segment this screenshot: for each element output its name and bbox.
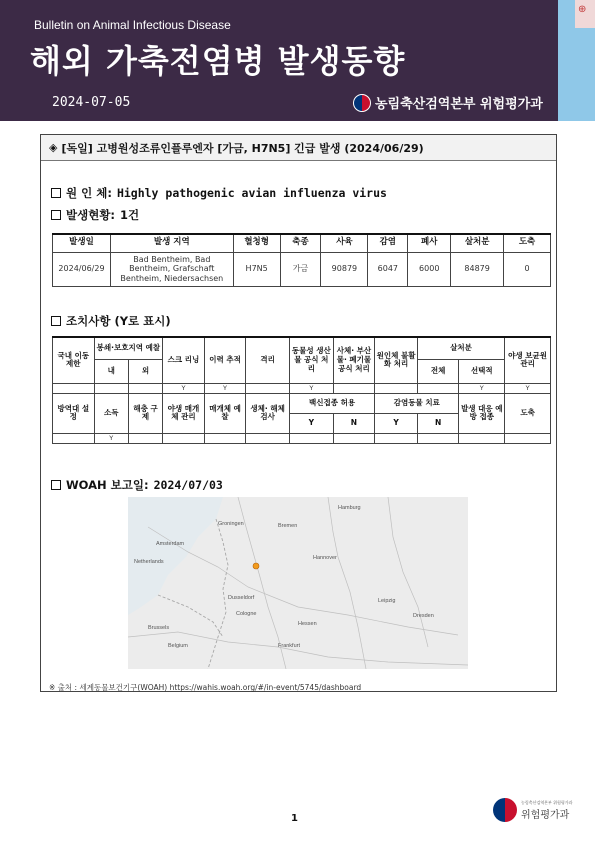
woah-label: WOAH 보고일:: [66, 478, 149, 492]
header-cell: 살처분: [451, 234, 504, 252]
footer-text: [521, 800, 573, 821]
map-label: Dresden: [413, 613, 434, 619]
organization: [353, 93, 543, 112]
taegeuk-logo-icon: [493, 798, 517, 822]
source-note: ※ 출처 : 세계동물보건기구(WOAH) https://wahis.woah.org/#/in-event/5745/dashboard: [49, 683, 362, 692]
taegeuk-logo-icon: [353, 94, 371, 112]
header-cell: 선택적: [459, 359, 505, 383]
table-cell: [375, 383, 418, 393]
table-cell: 6047: [368, 252, 408, 286]
header-cell: 발생 대응 예방 접종: [459, 393, 505, 433]
header-cell: 축종: [280, 234, 321, 252]
header-cell: 매개체 예찰: [204, 393, 246, 433]
header-cell: 소독: [94, 393, 128, 433]
issue-date: 2024-07-05: [52, 95, 131, 110]
map-label: Leipzig: [378, 598, 396, 604]
header-cell: 도축: [504, 234, 551, 252]
footer-org: 농림축산검역본부 위험평가과: [521, 799, 573, 805]
outbreak-marker-icon[interactable]: [253, 563, 259, 569]
table-cell: [289, 433, 333, 443]
table-cell: Y: [289, 383, 333, 393]
map-label: Amsterdam: [156, 541, 185, 547]
header-cell: N: [333, 413, 375, 433]
map-label: Brussels: [148, 625, 170, 631]
corner-mark: ⊕: [578, 4, 587, 15]
table-cell: [333, 383, 375, 393]
section-title: [독일] 고병원성조류인플루엔자 [가금, H7N5] 긴급 발생 (2024/06/29): [61, 141, 424, 155]
header-cell: 발생일: [53, 234, 111, 252]
table-cell: [246, 383, 290, 393]
header-cell: 야생 보균원 관리: [505, 337, 551, 383]
section-header: [41, 135, 556, 161]
table-cell: [94, 383, 128, 393]
map-label: Hessen: [298, 621, 317, 627]
measures-table: [52, 336, 551, 444]
header-cell: 혈청형: [233, 234, 280, 252]
status-line: [51, 207, 139, 223]
header-cell: 폐사: [408, 234, 451, 252]
header-cell: 국내 이동 제한: [53, 337, 95, 383]
page-number: 1: [291, 813, 298, 824]
page-title: 해외 가축전염병 발생동향: [30, 42, 406, 80]
header-cell: 감염: [368, 234, 408, 252]
table-cell: [246, 433, 290, 443]
header-cell: 생체· 해체 검사: [246, 393, 290, 433]
header-cell: 야생 매개체 관리: [163, 393, 205, 433]
table-cell: 6000: [408, 252, 451, 286]
header-cell: 감염동물 치료: [375, 393, 459, 413]
header-cell: 도축: [505, 393, 551, 433]
table-cell: [459, 433, 505, 443]
header-cell: N: [417, 413, 459, 433]
map-label: Frankfurt: [278, 643, 301, 649]
cause-label: 원 인 체:: [66, 186, 112, 200]
header-cell: 살처분: [417, 337, 504, 359]
map-label: Bremen: [278, 523, 298, 529]
measures-line: [51, 313, 171, 329]
header-cell: 사육: [321, 234, 368, 252]
map-svg: [128, 497, 468, 669]
header-cell: Y: [289, 413, 333, 433]
table-cell: H7N5: [233, 252, 280, 286]
header-cell: 동물성 생산물 공식 처리: [289, 337, 333, 383]
table-cell: [333, 433, 375, 443]
table-cell: [53, 383, 95, 393]
bulletin-label: Bulletin on Animal Infectious Disease: [34, 18, 231, 32]
table-cell: [163, 433, 205, 443]
footer-logo: [493, 798, 573, 822]
header-cell: 백신접종 허용: [289, 393, 374, 413]
measures-label: 조치사항 (Y로 표시): [66, 314, 171, 328]
header-cell: 이력 추적: [204, 337, 246, 383]
table-cell: [417, 383, 459, 393]
header-cell: 격리: [246, 337, 290, 383]
table-row: [53, 433, 551, 443]
cause-line: [51, 185, 387, 201]
table-cell: [204, 433, 246, 443]
header-cell: 내: [94, 359, 128, 383]
table-cell: Bad Bentheim, Bad Bentheim, Grafschaft Bentheim, Niedersachsen: [110, 252, 233, 286]
measures-header-row-2: [53, 393, 551, 413]
map-label: Cologne: [236, 611, 257, 617]
map-label: Belgium: [168, 643, 188, 649]
header-cell: 원인체 불활화 처리: [375, 337, 418, 383]
table-cell: [128, 383, 162, 393]
corner-tab: [575, 0, 595, 28]
map-label: Hannover: [313, 555, 337, 561]
map-label: Groningen: [218, 521, 244, 527]
checkbox-square-icon: [51, 480, 61, 490]
cause-value: Highly pathogenic avian influenza virus: [116, 186, 387, 200]
header-cell: 방역대 설정: [53, 393, 95, 433]
footer-name: 위험평가과: [521, 809, 570, 821]
outbreak-header-row: [53, 234, 551, 252]
table-row: [53, 252, 551, 286]
header-cell: 봉쇄·보호지역 예찰: [94, 337, 163, 359]
diamond-icon: ◈: [49, 141, 58, 154]
table-cell: Y: [94, 433, 128, 443]
header-cell: 해충 구제: [128, 393, 162, 433]
organization-name: 농림축산검역본부 위험평가과: [375, 97, 543, 112]
header-cell: 외: [128, 359, 162, 383]
table-cell: [375, 433, 418, 443]
table-cell: Y: [459, 383, 505, 393]
header-cell: Y: [375, 413, 418, 433]
outbreak-map[interactable]: [128, 497, 468, 669]
table-cell: Y: [204, 383, 246, 393]
report-content: [40, 134, 557, 692]
status-label: 발생현황:: [66, 208, 116, 222]
table-row: [53, 383, 551, 393]
status-value: 1건: [120, 208, 140, 222]
table-cell: 90879: [321, 252, 368, 286]
measures-header-row: [53, 337, 551, 359]
woah-line: [51, 477, 223, 493]
checkbox-square-icon: [51, 316, 61, 326]
table-cell: [53, 433, 95, 443]
table-cell: 0: [504, 252, 551, 286]
header-cell: 발생 지역: [110, 234, 233, 252]
header-cell: 전체: [417, 359, 459, 383]
table-cell: 가금: [280, 252, 321, 286]
header-cell: 사체· 부산물· 폐기물 공식 처리: [333, 337, 375, 383]
table-cell: [417, 433, 459, 443]
table-cell: [128, 433, 162, 443]
map-label: Netherlands: [134, 559, 164, 565]
woah-date: 2024/07/03: [153, 478, 223, 492]
table-cell: Y: [163, 383, 205, 393]
table-cell: 2024/06/29: [53, 252, 111, 286]
table-cell: [505, 433, 551, 443]
table-cell: Y: [505, 383, 551, 393]
map-label: Dusseldorf: [228, 595, 255, 601]
header-cell: 스크 리닝: [163, 337, 205, 383]
outbreak-table: [52, 233, 551, 287]
table-cell: 84879: [451, 252, 504, 286]
map-label: Hamburg: [338, 505, 361, 511]
checkbox-square-icon: [51, 188, 61, 198]
checkbox-square-icon: [51, 210, 61, 220]
